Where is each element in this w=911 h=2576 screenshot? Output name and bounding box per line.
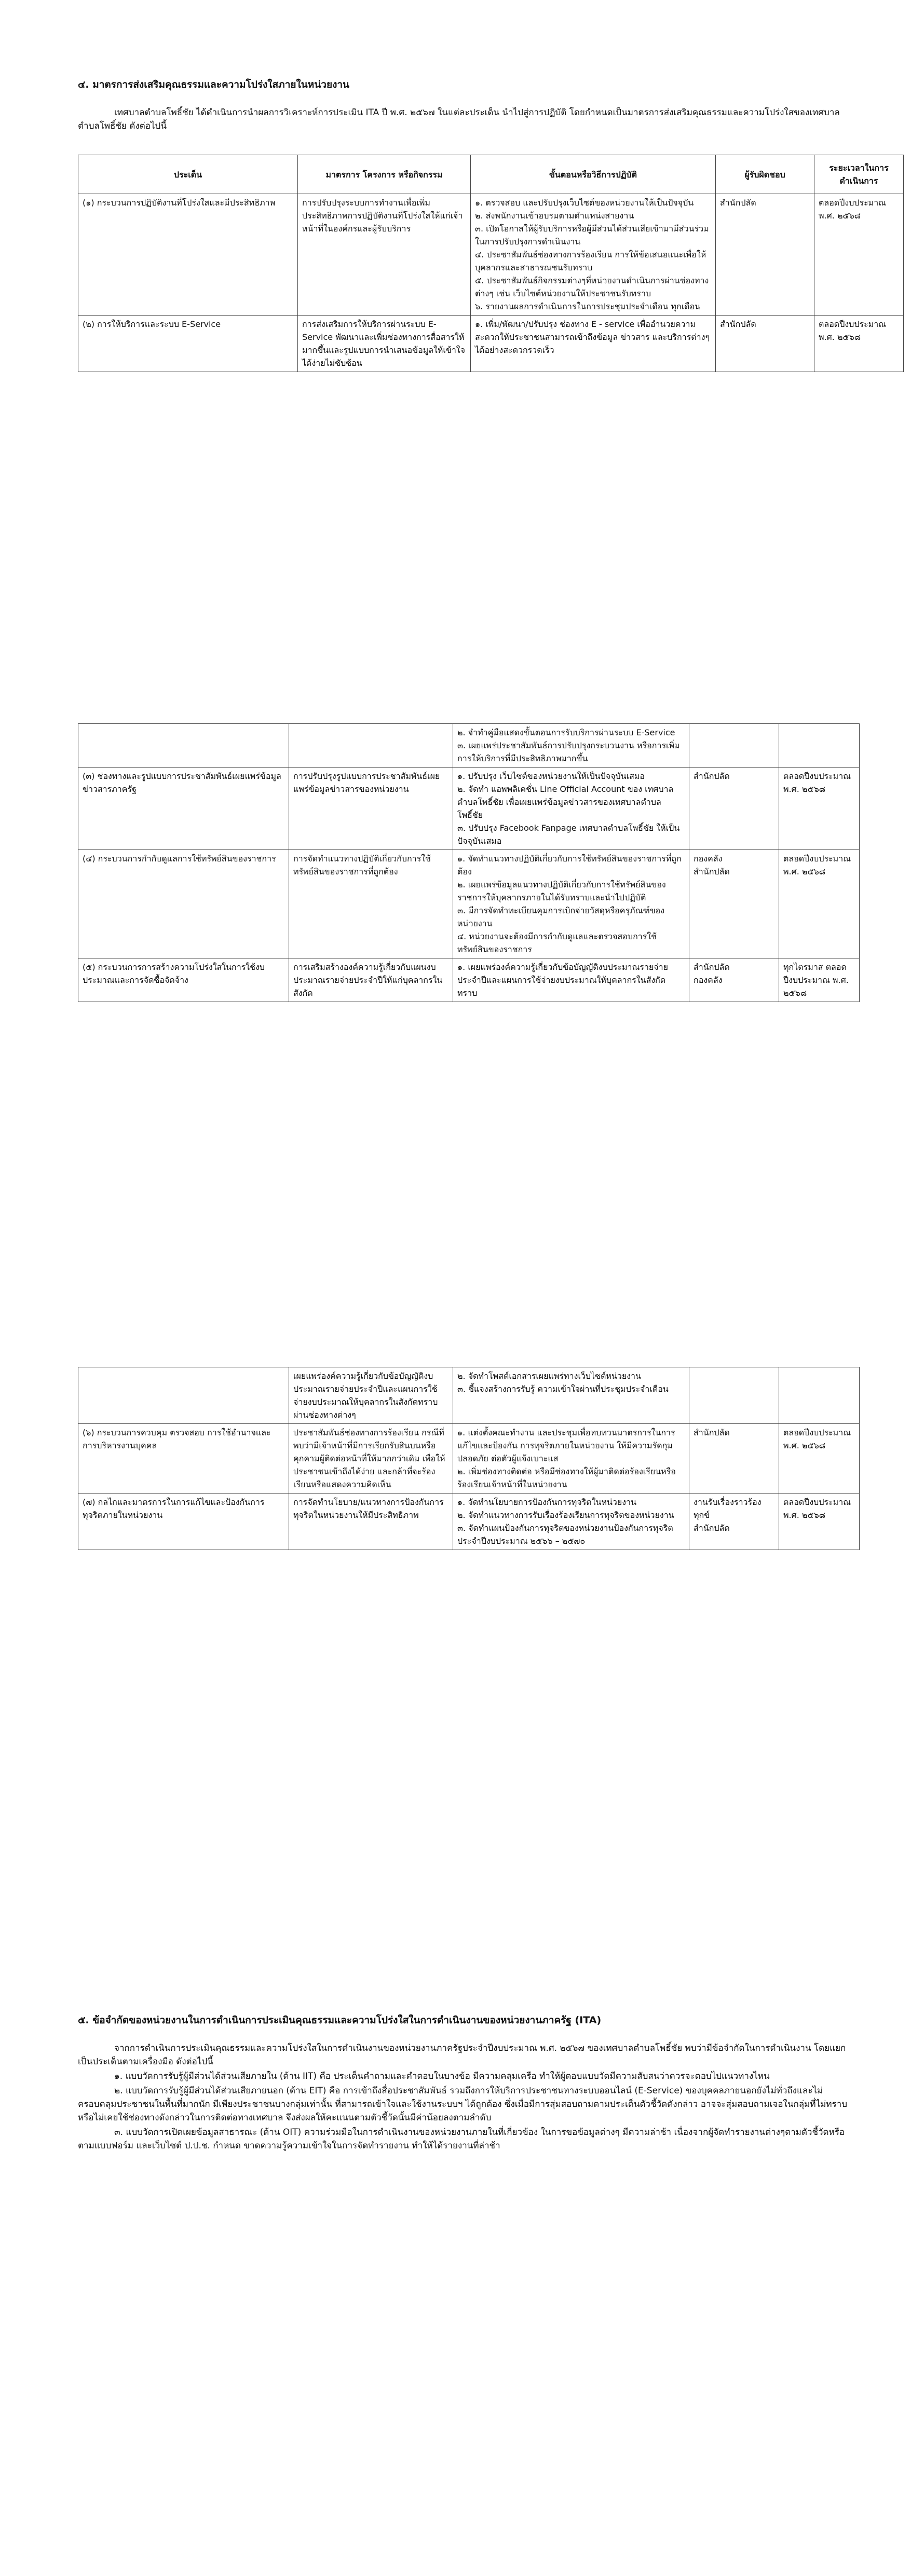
step-item: ๑. จัดทำนโยบายการป้องกันการทุจริตในหน่วยงาน	[457, 1497, 637, 1507]
cell-period: ตลอดปีงบประมาณ พ.ศ. ๒๕๖๘	[779, 1493, 860, 1550]
cell-issue: (๖) กระบวนการควบคุม ตรวจสอบ การใช้อำนาจและการบริหารงานบุคคล	[78, 1424, 289, 1493]
step-item: ๓. มีการจัดทำทะเบียนคุมการเบิกจ่ายวัสดุหรือครุภัณฑ์ของหน่วยงาน	[457, 906, 665, 928]
cell-period: ตลอดปีงบประมาณ พ.ศ. ๒๕๖๘	[779, 850, 860, 958]
cell-period	[779, 724, 860, 768]
step-item: ๑. เผยแพร่องค์ความรู้เกี่ยวกับข้อบัญญัติงบประมาณรายจ่ายประจำปีและแผนการใช้จ่ายงบประมาณให้บุคลากรในสังกัดทราบ	[457, 962, 669, 998]
cell-owner: สำนักปลัด	[689, 1424, 779, 1493]
cell-issue: (๒) การให้บริการและระบบ E-Service	[78, 316, 298, 372]
cell-measure: การจัดทำแนวทางปฏิบัติเกี่ยวกับการใช้ทรัพย์สินของราชการที่ถูกต้อง	[289, 850, 453, 958]
cell-steps	[453, 1493, 689, 1550]
cell-period	[779, 1367, 860, 1424]
step-item: ๒. จัดทำแนวทางการรับเรื่องร้องเรียนการทุจริตของหน่วยงาน	[457, 1510, 674, 1520]
table-row	[78, 768, 860, 850]
header-owner: ผู้รับผิดชอบ	[716, 155, 814, 194]
cell-period: ตลอดปีงบประมาณ พ.ศ. ๒๕๖๘	[814, 194, 904, 316]
cell-steps	[453, 850, 689, 958]
cell-issue: (๕) กระบวนการการสร้างความโปร่งใสในการใช้งบประมาณและการจัดซื้อจัดจ้าง	[78, 958, 289, 1002]
cell-measure: การปรับปรุงรูปแบบการประชาสัมพันธ์เผยแพร่ข้อมูลข่าวสารของหน่วยงาน	[289, 768, 453, 850]
cell-steps	[453, 768, 689, 850]
table-row	[78, 1424, 860, 1493]
step-item: ๒. จัดทำโพสต์เอกสารเผยแพร่ทางเว็บไซต์หน่วยงาน	[457, 1371, 641, 1381]
cell-steps	[453, 724, 689, 768]
cell-issue	[78, 1367, 289, 1424]
cell-steps	[453, 1424, 689, 1493]
cell-owner: งานรับเรื่องราวร้องทุกข์ สำนักปลัด	[689, 1493, 779, 1550]
step-item: ๔. หน่วยงานจะต้องมีการกำกับดูแลและตรวจสอบการใช้ทรัพย์สินของราชการ	[457, 931, 657, 954]
step-item: ๓. เผยแพร่ประชาสัมพันธ์การปรับปรุงกระบวนงาน หรือการเพิ่มการให้บริการที่มีประสิทธิภาพมากขึ้น	[457, 741, 680, 763]
cell-issue: (๔) กระบวนการกำกับดูแลการใช้ทรัพย์สินของราชการ	[78, 850, 289, 958]
cell-owner	[689, 724, 779, 768]
table-row	[78, 316, 904, 372]
step-item: ๒. เพิ่มช่องทางติดต่อ หรือมีช่องทางให้ผู้มาติดต่อร้องเรียนหรือร้องเรียนเจ้าหน้าที่ในหน่วยงาน	[457, 1467, 676, 1489]
step-item: ๑. ปรับปรุง เว็บไซต์ของหน่วยงานให้เป็นปัจจุบันเสมอ	[457, 771, 645, 781]
cell-measure: ประชาสัมพันธ์ช่องทางการร้องเรียน กรณีที่พบว่ามีเจ้าหน้าที่มีการเรียกรับสินบนหรือคุกคามผู้ติดต่อหน้าที่ให้มากกว่าเดิม เพื่อให้ประชาชนเข้าถึงได้ง่าย และกล้าที่จะร้องเรียนหรือแสดงความคิดเห็น	[289, 1424, 453, 1493]
section5-paragraph: ๓. แบบวัดการเปิดเผยข้อมูลสาธารณะ (ด้าน OIT) ความร่วมมือในการดำเนินงานของหน่วยงานภายในที่เกี่ยวข้อง ในการขอข้อมูลต่างๆ มีความล่าช้า เนื่องจากผู้จัดทำรายงานต่างๆตามตัวชี้วัดหรือตามแบบฟอร์ม และเว็บไซต์ ป.ป.ช. กำหนด ขาดความรู้ความเข้าใจในการจัดทำรายงาน ทำให้ได้รายงานที่ล่าช้า	[78, 2127, 845, 2151]
step-item: ๓. เปิดโอกาสให้ผู้รับบริการหรือผู้มีส่วนได้ส่วนเสียเข้ามามีส่วนร่วมในการปรับปรุงการดำเนินงาน	[475, 224, 709, 246]
cell-measure: การเสริมสร้างองค์ความรู้เกี่ยวกับแผนงบประมาณรายจ่ายประจำปีให้แก่บุคลากรในสังกัด	[289, 958, 453, 1002]
table-row	[78, 850, 860, 958]
cell-period: ตลอดปีงบประมาณ พ.ศ. ๒๕๖๘	[779, 1424, 860, 1493]
step-item: ๓. ปรับปรุง Facebook Fanpage เทศบาลตำบลโพธิ์ชัย ให้เป็นปัจจุบันเสมอ	[457, 823, 680, 846]
cell-owner: สำนักปลัด	[716, 316, 814, 372]
step-item: ๖. รายงานผลการดำเนินการในการประชุมประจำเดือน ทุกเดือน	[475, 302, 701, 311]
section5-paragraph: จากการดำเนินการประเมินคุณธรรมและความโปร่งใสในการดำเนินงานของหน่วยงานภาครัฐประจำปีงบประมาณ พ.ศ. ๒๕๖๗ ของเทศบาลตำบลโพธิ์ชัย พบว่ามีข้อจำกัดในการดำเนินงาน โดยแยกเป็นประเด็นตามเครื่องมือ ดังต่อไปนี้	[78, 2043, 846, 2067]
step-item: ๓. จัดทำแผนป้องกันการทุจริตของหน่วยงานป้องกันการทุจริตประจำปีงบประมาณ ๒๕๖๖ – ๒๕๗๐	[457, 1523, 673, 1546]
header-issue: ประเด็น	[78, 155, 298, 194]
measures-table-part3	[78, 1367, 860, 1550]
cell-issue: (๗) กลไกและมาตรการในการแก้ไขและป้องกันการทุจริตภายในหน่วยงาน	[78, 1493, 289, 1550]
cell-measure: การส่งเสริมการให้บริการผ่านระบบ E-Service พัฒนาและเพิ่มช่องทางการสื่อสารให้มากขึ้นและรูปแบบการนำเสนอข้อมูลให้เข้าใจได้ง่ายไม่ซับซ้อน	[298, 316, 471, 372]
cell-steps	[453, 958, 689, 1002]
table-row	[78, 194, 904, 316]
step-item: ๑. จัดทำแนวทางปฏิบัติเกี่ยวกับการใช้ทรัพย์สินของราชการที่ถูกต้อง	[457, 854, 682, 876]
step-item: ๑. แต่งตั้งคณะทำงาน และประชุมเพื่อทบทวนมาตรการในการแก้ไขและป้องกัน การทุจริตภายในหน่วยงาน ให้มีความรัดกุม ปลอดภัย ต่อตัวผู้แจ้งเบาะแส	[457, 1428, 675, 1463]
header-measure: มาตรการ โครงการ หรือกิจกรรม	[298, 155, 471, 194]
cell-owner: สำนักปลัด กองคลัง	[689, 958, 779, 1002]
cell-owner: กองคลัง สำนักปลัด	[689, 850, 779, 958]
cell-period: ตลอดปีงบประมาณ พ.ศ. ๒๕๖๘	[779, 768, 860, 850]
measures-table-part1	[78, 155, 904, 372]
cell-steps	[471, 194, 716, 316]
step-item: ๑. ตรวจสอบ และปรับปรุงเว็บไซต์ของหน่วยงานให้เป็นปัจจุบัน	[475, 198, 694, 208]
cell-steps	[453, 1367, 689, 1424]
section5-title: ๕. ข้อจำกัดของหน่วยงานในการดำเนินการประเมินคุณธรรมและความโปร่งใสในการดำเนินงานของหน่วยงานภาครัฐ (ITA)	[78, 2015, 602, 2026]
cell-issue: (๑) กระบวนการปฏิบัติงานที่โปร่งใสและมีประสิทธิภาพ	[78, 194, 298, 316]
section4-intro: เทศบาลตำบลโพธิ์ชัย ได้ดำเนินการนำผลการวิเคราะห์การประเมิน ITA ปี พ.ศ. ๒๕๖๗ ในแต่ละประเด็น นำไปสู่การปฏิบัติ โดยกำหนดเป็นมาตรการส่งเสริมคุณธรรมและความโปร่งใสของเทศบาลตำบลโพธิ์ชัย ดังต่อไปนี้	[78, 107, 840, 131]
step-item: ๒. เผยแพร่ข้อมูลแนวทางปฏิบัติเกี่ยวกับการใช้ทรัพย์สินของราชการให้บุคลากรภายในได้รับทราบและนำไปปฏิบัติ	[457, 880, 666, 902]
header-period: ระยะเวลาในการดำเนินการ	[814, 155, 904, 194]
table-row	[78, 1493, 860, 1550]
section5-paragraph: ๒. แบบวัดการรับรู้ผู้มีส่วนได้ส่วนเสียภายนอก (ด้าน EIT) คือ การเข้าถึงสื่อประชาสัมพันธ์ รวมถึงการให้บริการประชาชนทางระบบออนไลน์ (E-Service) ของบุคคลภายนอกยังไม่ทั่วถึงและไม่ครอบคลุมประชาชนในพื้นที่มากนัก มีเพียงประชาชนบางกลุ่มเท่านั้น ที่สามารถเข้าใจและใช้งานระบบฯ ได้ถูกต้อง ซึ่งเมื่อมีการสุ่มสอบถามตามประเด็นตัวชี้วัดดังกล่าว อาจจะสุ่มสอบถามเจอในกลุ่มที่ไม่ทราบหรือไม่เคยใช้ช่องทางดังกล่าวในการติดต่อทางเทศบาล จึงส่งผลให้คะแนนตามตัวชี้วัดนั้นมีค่าน้อยลงตามลำดับ	[78, 2086, 848, 2123]
cell-issue: (๓) ช่องทางและรูปแบบการประชาสัมพันธ์เผยแพร่ข้อมูลข่าวสารภาครัฐ	[78, 768, 289, 850]
step-item: ๒. จำทำคู่มือแสดงขั้นตอนการรับบริการผ่านระบบ E-Service	[457, 728, 675, 737]
cell-issue	[78, 724, 289, 768]
step-item: ๒. ส่งพนักงานเข้าอบรมตามตำแหน่งสายงาน	[475, 211, 634, 221]
step-item: ๓. ชี้แจงสร้างการรับรู้ ความเข้าใจผ่านที่ประชุมประจำเดือน	[457, 1384, 669, 1394]
cell-owner: สำนักปลัด	[716, 194, 814, 316]
cell-period: ทุกไตรมาส ตลอดปีงบประมาณ พ.ศ. ๒๕๖๘	[779, 958, 860, 1002]
table-row	[78, 724, 860, 768]
section5-paragraph: ๑. แบบวัดการรับรู้ผู้มีส่วนได้ส่วนเสียภายใน (ด้าน IIT) คือ ประเด็นคำถามและคำตอบในบางข้อ มีความคลุมเครือ ทำให้ผู้ตอบแบบวัดมีความสับสนว่าควรจะตอบไปแนวทางไหน	[114, 2071, 770, 2081]
cell-measure	[289, 724, 453, 768]
header-steps: ขั้นตอนหรือวิธีการปฏิบัติ	[471, 155, 716, 194]
step-item: ๑. เพิ่ม/พัฒนา/ปรับปรุง ช่องทาง E - service เพื่ออำนวยความสะดวกให้ประชาชนสามารถเข้าถึงข้อมูล ข่าวสาร และบริการต่างๆ ได้อย่างสะดวกรวดเร็ว	[475, 319, 710, 355]
table-row	[78, 1367, 860, 1424]
cell-period: ตลอดปีงบประมาณ พ.ศ. ๒๕๖๘	[814, 316, 904, 372]
table-row	[78, 958, 860, 1002]
cell-owner: สำนักปลัด	[689, 768, 779, 850]
cell-steps	[471, 316, 716, 372]
step-item: ๔. ประชาสัมพันธ์ช่องทางการร้องเรียน การให้ข้อเสนอแนะเพื่อให้บุคลากรและสาธารณชนรับทราบ	[475, 250, 706, 272]
cell-measure: การจัดทำนโยบาย/แนวทางการป้องกันการทุจริตในหน่วยงานให้มีประสิทธิภาพ	[289, 1493, 453, 1550]
measures-table-part2	[78, 723, 860, 1002]
step-item: ๒. จัดทำ แอพพลิเคชั่น Line Official Account ของ เทศบาลตำบลโพธิ์ชัย เพื่อเผยแพร่ข้อมูลข่าวสารของเทศบาลตำบลโพธิ์ชัย	[457, 784, 674, 820]
cell-owner	[689, 1367, 779, 1424]
step-item: ๕. ประชาสัมพันธ์กิจกรรมต่างๆที่หน่วยงานดำเนินการผ่านช่องทางต่างๆ เช่น เว็บไซต์หน่วยงานให้ประชาชนรับทราบ	[475, 276, 709, 298]
cell-measure: เผยแพร่องค์ความรู้เกี่ยวกับข้อบัญญัติงบประมาณรายจ่ายประจำปีและแผนการใช้จ่ายงบประมาณให้บุคลากรในสังกัดทราบ ผ่านช่องทางต่างๆ	[289, 1367, 453, 1424]
cell-measure: การปรับปรุงระบบการทำงานเพื่อเพิ่มประสิทธิภาพการปฏิบัติงานที่โปร่งใสให้แก่เจ้าหน้าที่ในองค์กรและผู้รับบริการ	[298, 194, 471, 316]
section4-title: ๔. มาตรการส่งเสริมคุณธรรมและความโปร่งใสภายในหน่วยงาน	[78, 79, 350, 90]
